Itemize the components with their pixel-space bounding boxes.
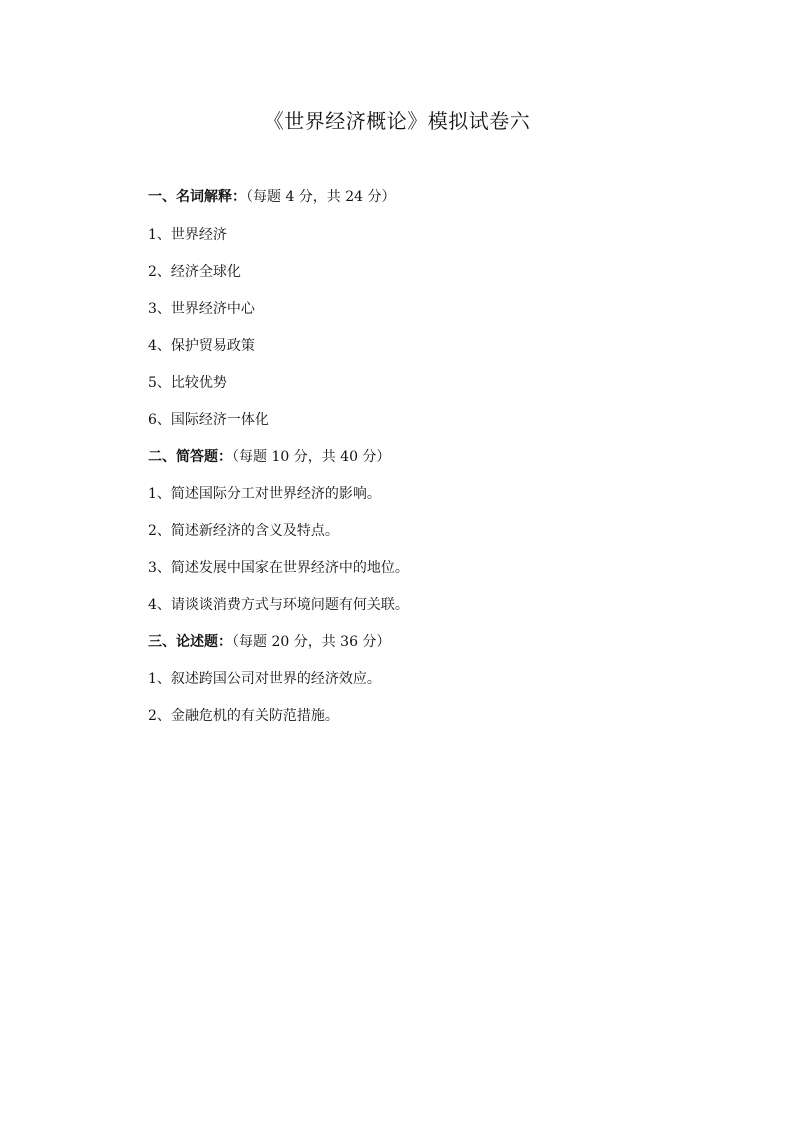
question-item: 2、金融危机的有关防范措施。 [148, 708, 339, 724]
section-score-note: （每题 4 分，共 24 分） [246, 189, 396, 205]
question-item: 3、世界经济中心 [148, 301, 255, 317]
section-header-short-answer [148, 446, 390, 468]
question-item: 5、比较优势 [148, 375, 227, 391]
section-header-essay [148, 631, 390, 653]
exam-title: 《世界经济概论》模拟试卷六 [263, 109, 531, 133]
section-header-definitions [148, 186, 396, 208]
section-heading: 二、简答题： [148, 449, 232, 465]
question-item: 3、简述发展中国家在世界经济中的地位。 [148, 560, 409, 576]
question-item: 2、简述新经济的含义及特点。 [148, 523, 339, 539]
question-item: 4、请谈谈消费方式与环境问题有何关联。 [148, 597, 409, 613]
question-item: 4、保护贸易政策 [148, 338, 255, 354]
section-score-note: （每题 10 分，共 40 分） [232, 449, 391, 465]
question-item: 1、叙述跨国公司对世界的经济效应。 [148, 671, 381, 687]
question-item: 2、经济全球化 [148, 264, 241, 280]
section-score-note: （每题 20 分，共 36 分） [232, 634, 391, 650]
section-heading: 三、论述题： [148, 634, 232, 650]
section-heading: 一、名词解释： [148, 189, 246, 205]
question-item: 1、简述国际分工对世界经济的影响。 [148, 486, 381, 502]
question-item: 1、世界经济 [148, 227, 227, 243]
question-item: 6、国际经济一体化 [148, 412, 269, 428]
